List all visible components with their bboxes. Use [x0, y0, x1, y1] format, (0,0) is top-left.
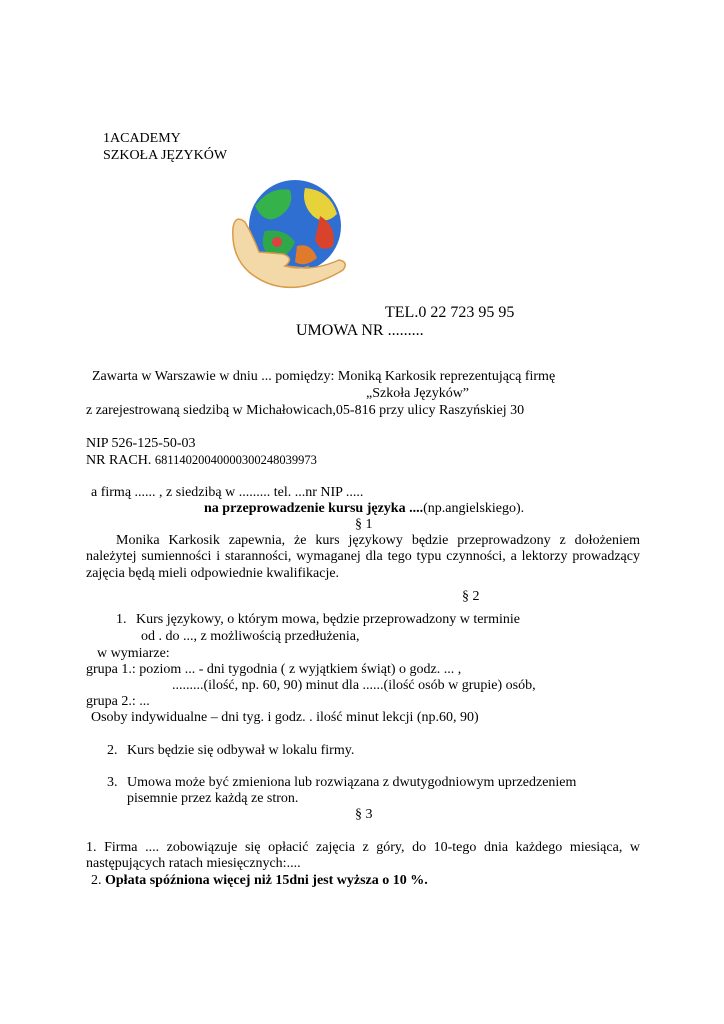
section-3-para-1-line-2: następujących ratach miesięcznych:.... [86, 856, 301, 871]
company-name: 1ACADEMY [103, 131, 181, 146]
document-title: UMOWA NR ......... [296, 322, 424, 339]
item-3-line-2: pisemnie przez każdą ze stron. [127, 791, 299, 806]
group-1-line-2: .........(ilość, np. 60, 90) minut dla ......(ilość osób w grupie) osób, [172, 678, 536, 693]
subject-bold: na przeprowadzenie kursu języka .... [204, 501, 424, 516]
intro-line-1: Zawarta w Warszawie w dniu ... pomiędzy: Moniką Karkosik reprezentującą firmę [92, 369, 556, 384]
account-label: NR RACH. [86, 453, 152, 468]
subject-line [204, 501, 524, 517]
company-subtitle: SZKOŁA JĘZYKÓW [103, 148, 228, 163]
subject-rest: (np.angielskiego). [423, 501, 525, 516]
section-3-para-2-bold: Opłata spóźniona więcej niż 15dni jest wyższa o 10 %. [105, 873, 428, 888]
section-3-para-2-number: 2. [91, 873, 102, 888]
nip-line: NIP 526-125-50-03 [86, 436, 196, 451]
item-1-line-3: w wymiarze: [97, 646, 170, 661]
group-2-line: grupa 2.: ... [86, 694, 150, 709]
globe-in-hand-icon [225, 176, 365, 312]
intro-line-2: „Szkoła Języków” [366, 386, 470, 401]
item-1-line-2: od . do ..., z możliwością przedłużenia, [141, 629, 360, 644]
section-1-line-3: zajęcia będą mieli odpowiednie kwalifikacje. [86, 566, 340, 581]
section-1-line-1: Monika Karkosik zapewnia, że kurs językowy będzie przeprowadzony z dołożeniem [116, 533, 640, 548]
account-number: 68114020040000300248039973 [154, 453, 317, 467]
item-2-number: 2. [107, 743, 118, 758]
item-3-line-1: Umowa może być zmieniona lub rozwiązana z dwutygodniowym uprzedzeniem [127, 775, 577, 790]
section-3-para-2 [91, 873, 428, 889]
section-1-heading: § 1 [355, 517, 373, 532]
party-line: a firmą ...... , z siedzibą w ......... tel. ...nr NIP ..... [91, 485, 364, 500]
section-2-heading: § 2 [462, 589, 480, 604]
section-1-line-2: należytej sumienności i staranności, wymaganej dla tego typu czynności, a lektorzy prowadzący [86, 549, 640, 564]
item-2-text: Kurs będzie się odbywał w lokalu firmy. [127, 743, 355, 758]
individual-line: Osoby indywidualne – dni tyg. i godz. . ilość minut lekcji (np.60, 90) [91, 710, 479, 725]
item-1-number: 1. [116, 612, 127, 627]
item-3-number: 3. [107, 775, 118, 790]
section-3-heading: § 3 [355, 807, 373, 822]
group-1-line-1: grupa 1.: poziom ... - dni tygodnia ( z wyjątkiem świąt) o godz. ... , [86, 662, 462, 677]
item-1-line-1: Kurs językowy, o którym mowa, będzie przeprowadzony w terminie [136, 612, 520, 627]
intro-line-3: z zarejestrowaną siedzibą w Michałowicach,05-816 przy ulicy Raszyńskiej 30 [86, 403, 525, 418]
section-3-para-1-line-1: 1. Firma .... zobowiązuje się opłacić zajęcia z góry, do 10-tego dnia każdego miesiąca, w [86, 840, 640, 855]
phone-number: TEL.0 22 723 95 95 [385, 304, 515, 321]
account-line [86, 452, 317, 469]
